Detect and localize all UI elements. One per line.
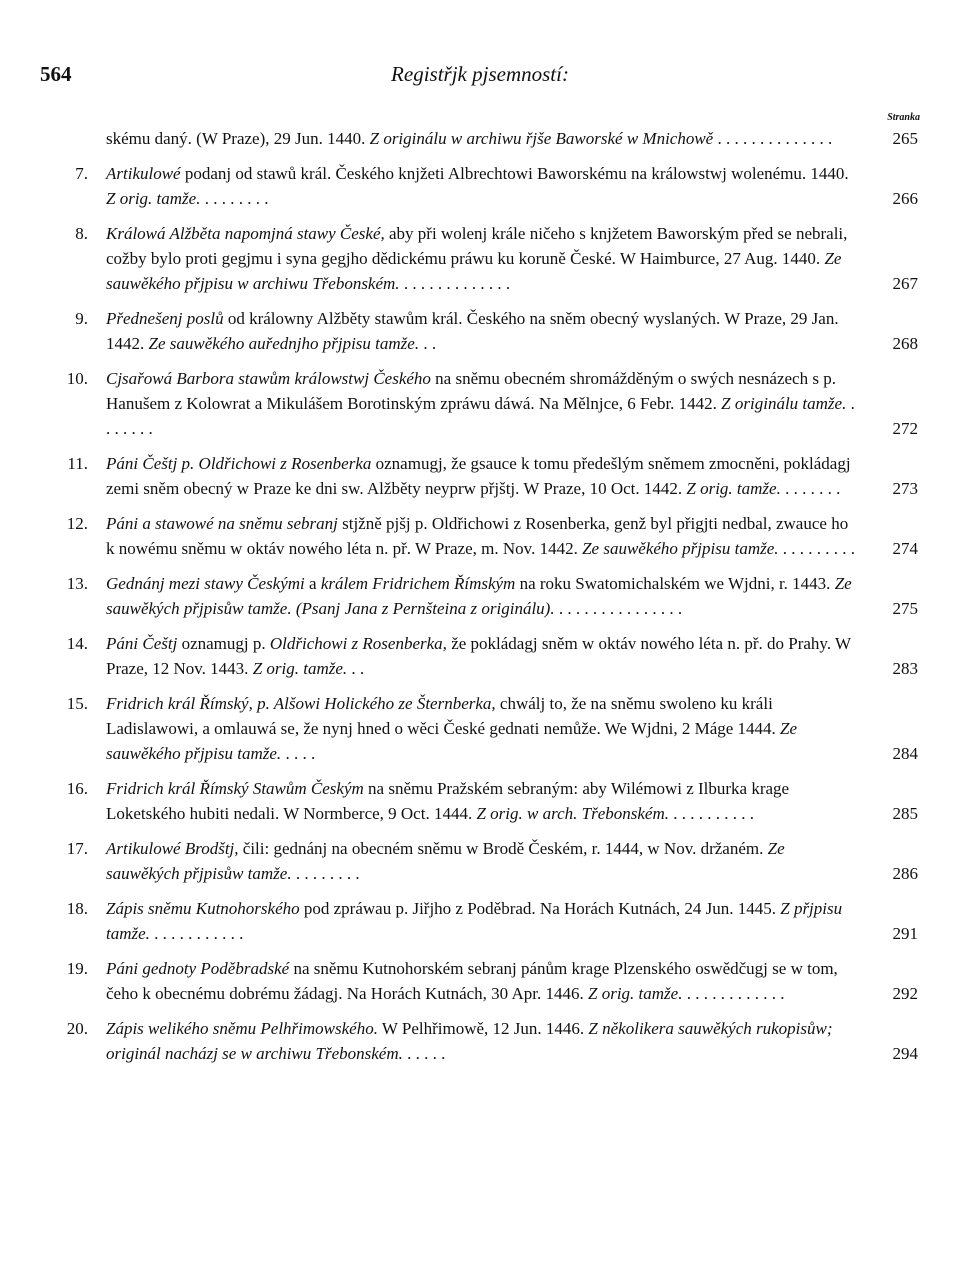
entry-text (106, 369, 855, 438)
register-entries (40, 126, 918, 1076)
register-entry (40, 571, 918, 621)
entry-plain-text: stjžně pjšj p. Oldřichowi z Rosenberka, genž byl přigjti nedbal, zwauce ho k nowému sněmu w oktáv nowého léta n. př. W Praze, m. Nov. 1442. (106, 514, 849, 558)
entry-italic-text: Ze sauwěkých přjpisůw tamže. (Psanj Jana z Pernšteina z originálu). (106, 574, 852, 618)
register-entry (40, 161, 918, 211)
entry-italic-text: Z originálu w archiwu řjše Baworské w Mnichowě (369, 129, 714, 148)
entry-italic-text: Ze sauwěkého auřednjho přjpisu tamže. (148, 334, 420, 353)
entry-text (106, 454, 851, 498)
entry-page-number: 273 (892, 479, 918, 498)
entry-page-number: 275 (892, 599, 918, 618)
entry-plain-text: od králowny Alžběty stawům král. Českého na sněm obecný wyslaných. W Praze, 29 Jan. 1442. (106, 309, 839, 353)
entry-plain-text: oznamugj p. (177, 634, 270, 653)
entry-italic-text: Z orig. tamže. (686, 479, 781, 498)
entry-plain-text: . . . . . . . (106, 394, 855, 438)
register-entry (40, 956, 918, 1006)
entry-plain-text: . . . . (281, 744, 316, 763)
page-number: 564 (40, 62, 72, 86)
entry-italic-text: Páni Češtj p. Oldřichowi z Rosenberka (106, 454, 372, 473)
entry-plain-text: . . . . . (402, 1044, 446, 1063)
register-entry (40, 126, 918, 151)
entry-plain-text: . . . . . . . . . . (668, 804, 754, 823)
entry-text (106, 634, 851, 678)
entry-text (106, 164, 849, 208)
entry-number: 13. (66, 574, 88, 593)
entry-text (106, 899, 842, 943)
running-title: Registřjk pjsemností: (391, 62, 569, 86)
entry-italic-text: Fridrich král Římský Stawům Českým (106, 779, 364, 798)
entry-number: 12. (66, 514, 88, 533)
entry-italic-text: Z orig. w arch. Třebonském. (476, 804, 669, 823)
page-column-label: Stranka (887, 112, 920, 123)
register-entry (40, 366, 918, 441)
entry-page-number: 266 (892, 189, 918, 208)
entry-plain-text: . . . . . . . . (291, 864, 360, 883)
entry-italic-text: Artikulowé (106, 164, 181, 183)
register-entry (40, 511, 918, 561)
entry-italic-text: Ze sauwěkého přjpisu w archiwu Třebonském. (106, 249, 842, 293)
entry-italic-text: Z přjpisu tamže. (106, 899, 843, 943)
entry-italic-text: Ze sauwěkých přjpisůw tamže. (106, 839, 785, 883)
entry-plain-text: . . . . . . . . . . . . . . . (554, 599, 683, 618)
entry-page-number: 291 (892, 924, 918, 943)
entry-plain-text: . . . . . . . . . . . . . . (713, 129, 833, 148)
entry-italic-text: Páni Češtj (106, 634, 178, 653)
entry-plain-text: podanj od stawů král. Českého knjžeti Albrechtowi Baworskému na králowstwj wolenému. 1440. (180, 164, 849, 183)
register-entry (40, 776, 918, 826)
entry-text (106, 959, 838, 1003)
entry-plain-text: . . . . . . . . (200, 189, 269, 208)
entry-page-number: 283 (892, 659, 918, 678)
entry-italic-text: Z orig. tamže. (106, 189, 201, 208)
entry-italic-text: Páni gednoty Poděbradské (106, 959, 290, 978)
entry-text (106, 839, 785, 883)
entry-italic-text: Z orig. tamže. (588, 984, 683, 1003)
entry-italic-text: Z originálu tamže. (721, 394, 847, 413)
entry-number: 7. (75, 164, 88, 183)
entry-plain-text: chwálj to, že na sněmu swoleno ku králi Ladislawowi, a omlauwá se, že nynj hned o wěci České gednati nemůže. We Wjdni, 2 Máge 1444. (106, 694, 781, 738)
entry-plain-text: na sněmu Pražském sebraným: aby Wilémowi z Ilburka krage Loketského hubiti nedali. W Normberce, 9 Oct. 1444. (106, 779, 790, 823)
entry-text (106, 779, 789, 823)
entry-page-number: 272 (892, 419, 918, 438)
entry-plain-text: na sněmu obecném shromážděným o swých nesnázech s p. Hanušem z Kolowrat a Mikulášem Borotinským zpráwu dáwá. Na Mělnjce, 6 Febr. 1442. (106, 369, 836, 413)
entry-number: 18. (66, 899, 88, 918)
register-entry (40, 451, 918, 501)
entry-plain-text: na sněmu Kutnohorském sebranj pánům krage Plzenského oswědčugj se w tom, čeho k obecnému dobrému žádagj. Na Horách Kutnách, 30 Apr. 1446. (106, 959, 838, 1003)
entry-italic-text: Z orig. tamže. (252, 659, 348, 678)
entry-italic-text: Páni a stawowé na sněmu sebranj (106, 514, 338, 533)
entry-page-number: 265 (892, 129, 918, 148)
entry-plain-text: že pokládagj sněm w oktáv nowého léta n. př. do Prahy. W Praze, 12 Nov. 1443. (106, 634, 851, 678)
entry-plain-text: aby při wolenj krále ničeho s knjžetem Baworským před se nebrali, cožby bylo proti gegjmu i syna gegjho dědickému práwu ku koruně České. W Haimburce, 27 Aug. 1440. (106, 224, 848, 268)
entry-plain-text: . . . . . . . (780, 479, 841, 498)
entry-text (106, 224, 847, 293)
entry-page-number: 268 (892, 334, 918, 353)
entry-plain-text: . . . . . . . . . . . (149, 924, 244, 943)
entry-number: 15. (66, 694, 88, 713)
register-entry (40, 896, 918, 946)
entry-plain-text: čili: gednánj na obecném sněmu w Brodě Českém, r. 1444, w Nov. držaném. (238, 839, 768, 858)
entry-number: 14. (66, 634, 88, 653)
entry-text (106, 514, 855, 558)
entry-text (106, 1019, 833, 1063)
entry-page-number: 267 (892, 274, 918, 293)
entry-page-number: 284 (892, 744, 918, 763)
register-entry (40, 306, 918, 356)
entry-page-number: 285 (892, 804, 918, 823)
entry-text (106, 694, 797, 763)
entry-plain-text: W Pelhřimowě, 12 Jun. 1446. (377, 1019, 589, 1038)
entry-plain-text: na roku Swatomichalském we Wjdni, r. 1443. (515, 574, 835, 593)
entry-number: 20. (66, 1019, 88, 1038)
entry-italic-text: Králowá Alžběta napomjná stawy České, (106, 224, 385, 243)
entry-number: 11. (67, 454, 88, 473)
entry-plain-text: pod zpráwau p. Jiřjho z Poděbrad. Na Horách Kutnách, 24 Jun. 1445. (299, 899, 781, 918)
entry-number: 17. (66, 839, 88, 858)
entry-italic-text: Přednešenj poslů (106, 309, 224, 328)
register-entry (40, 631, 918, 681)
entry-text (106, 309, 839, 353)
entry-plain-text: a (304, 574, 321, 593)
entry-italic-text: Ze sauwěkého přjpisu tamže. (582, 539, 779, 558)
entry-plain-text: . . (347, 659, 365, 678)
entry-number: 10. (66, 369, 88, 388)
entry-plain-text: . . . . . . . . . . . . . (399, 274, 511, 293)
register-entry (40, 691, 918, 766)
entry-italic-text: Zápis sněmu Kutnohorského (106, 899, 300, 918)
entry-italic-text: Fridrich král Římský, p. Alšowi Holického ze Šternberka, (106, 694, 496, 713)
entry-plain-text: . . (419, 334, 437, 353)
entry-plain-text: oznamugj, že gsauce k tomu předešlým sněmem zmocněni, pokládagj zemi sněm obecný w Praze ke dni sw. Alžběty neyprw přjštj. W Praze, 10 Oct. 1442. (106, 454, 851, 498)
entry-italic-text: Oldřichowi z Rosenberka, (269, 634, 447, 653)
entry-number: 19. (66, 959, 88, 978)
entry-number: 16. (66, 779, 88, 798)
entry-plain-text: . . . . . . . . . (778, 539, 856, 558)
register-entry (40, 221, 918, 296)
entry-plain-text: skému daný. (W Praze), 29 Jun. 1440. (106, 129, 370, 148)
entry-italic-text: králem Fridrichem Římským (320, 574, 516, 593)
entry-italic-text: Ze sauwěkého přjpisu tamže. (106, 719, 798, 763)
entry-page-number: 286 (892, 864, 918, 883)
entry-italic-text: Zápis welikého sněmu Pelhřimowského. (106, 1019, 378, 1038)
entry-text (106, 129, 832, 148)
entry-plain-text: . . . . . . . . . . . . (682, 984, 785, 1003)
entry-page-number: 292 (892, 984, 918, 1003)
entry-number: 8. (75, 224, 88, 243)
entry-number: 9. (75, 309, 88, 328)
register-entry (40, 1016, 918, 1066)
entry-text (106, 574, 852, 618)
entry-page-number: 294 (892, 1044, 918, 1063)
register-entry (40, 836, 918, 886)
entry-italic-text: Z několikera sauwěkých rukopisůw; originál nacházj se w archiwu Třebonském. (106, 1019, 833, 1063)
entry-page-number: 274 (892, 539, 918, 558)
entry-italic-text: Gednánj mezi stawy Českými (106, 574, 305, 593)
entry-italic-text: Artikulowé Brodštj, (106, 839, 239, 858)
entry-italic-text: Cjsařowá Barbora stawům králowstwj Českého (106, 369, 431, 388)
